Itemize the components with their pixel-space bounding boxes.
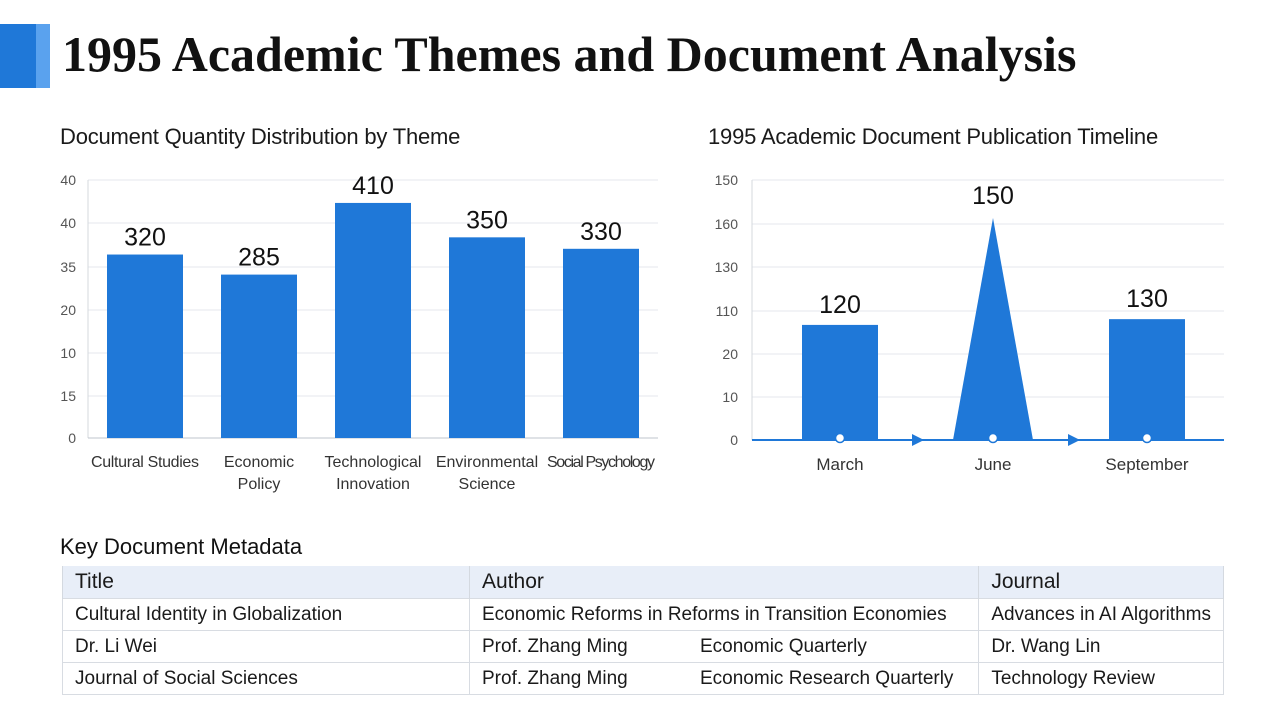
timeline-arrow-icon — [1068, 434, 1080, 446]
table-cell: Journal of Social Sciences — [63, 663, 470, 695]
table-row — [63, 599, 1224, 631]
table-row — [63, 631, 1224, 663]
timeline-x-tick-label: March — [816, 455, 864, 474]
timeline-y-tick-label: 20 — [722, 346, 738, 362]
timeline-x-tick-label: June — [974, 455, 1012, 474]
table-cell: Dr. Wang Lin — [979, 631, 1224, 663]
table-cell — [470, 663, 979, 695]
bar-x-tick-label: Technological — [324, 454, 422, 471]
table-cell: Cultural Identity in Globalization — [63, 599, 470, 631]
timeline-point — [1143, 434, 1152, 443]
bar — [335, 203, 411, 438]
metadata-table — [62, 566, 1224, 695]
bar-y-tick-label: 40 — [60, 215, 76, 231]
timeline-y-tick-label: 10 — [722, 389, 738, 405]
bar-x-tick-label: Social Psychology — [547, 454, 655, 471]
bar — [563, 249, 639, 438]
table-cell: Advances in AI Algorithms — [979, 599, 1224, 631]
table-cell — [470, 631, 979, 663]
bar — [449, 237, 525, 438]
timeline-y-tick-label: 0 — [730, 432, 738, 448]
timeline-y-tick-label: 130 — [714, 259, 738, 275]
timeline-y-tick-label: 160 — [714, 216, 738, 232]
bar-y-tick-label: 40 — [60, 172, 76, 188]
timeline-mark-march — [802, 325, 878, 440]
bar-y-tick-label: 10 — [60, 345, 76, 361]
bar-value-label: 410 — [352, 171, 394, 200]
header-journal: Journal — [979, 566, 1224, 599]
bar-chart-title: Document Quantity Distribution by Theme — [60, 124, 461, 149]
timeline-arrow-icon — [912, 434, 924, 446]
table-cell: Dr. Li Wei — [63, 631, 470, 663]
table-cell-part: Economic Reforms in Reforms in Transition Economies — [482, 603, 947, 625]
bar-value-label: 350 — [466, 206, 508, 235]
timeline-value-label: 120 — [819, 290, 861, 319]
header-author: Author — [470, 566, 979, 599]
bar-value-label: 285 — [238, 243, 280, 272]
table-cell-part: Economic Quarterly — [700, 635, 867, 657]
bar-y-tick-label: 20 — [60, 302, 76, 318]
bar — [221, 275, 297, 438]
bar-value-label: 330 — [580, 217, 622, 246]
header-title: Title — [63, 566, 470, 599]
timeline-point — [836, 434, 845, 443]
timeline-mark-september — [1109, 319, 1185, 440]
page-title: 1995 Academic Themes and Document Analysis — [62, 26, 1077, 82]
timeline-x-tick-label: September — [1105, 455, 1189, 474]
bar-x-tick-label: Economic — [223, 454, 295, 471]
bar-x-tick-label: Environmental — [435, 454, 539, 471]
table-row — [63, 663, 1224, 695]
bar — [107, 255, 183, 438]
bar-x-tick-label: Policy — [237, 476, 281, 493]
bar-value-label: 320 — [124, 223, 166, 252]
table-cell-part: Prof. Zhang Ming — [482, 667, 628, 689]
timeline-mark-june — [953, 218, 1033, 440]
timeline-y-tick-label: 150 — [714, 172, 738, 188]
table-cell: Technology Review — [979, 663, 1224, 695]
table-cell-part: Economic Research Quarterly — [700, 667, 954, 689]
metadata-section-title: Key Document Metadata — [60, 534, 303, 559]
bar-x-tick-label: Cultural Studies — [91, 454, 199, 471]
table-header-row — [63, 566, 1224, 599]
timeline-chart-title: 1995 Academic Document Publication Timeline — [708, 124, 1158, 149]
timeline-value-label: 150 — [972, 182, 1014, 210]
table-cell — [470, 599, 979, 631]
bar-x-tick-label: Innovation — [336, 476, 410, 493]
timeline-value-label: 130 — [1126, 285, 1168, 314]
timeline-y-tick-label: 110 — [715, 303, 738, 319]
table-cell-part: Prof. Zhang Ming — [482, 635, 628, 657]
timeline-point — [989, 434, 998, 443]
bar-y-tick-label: 0 — [68, 430, 76, 446]
bar-x-tick-label: Science — [458, 476, 516, 493]
bar-y-tick-label: 15 — [60, 388, 76, 404]
bar-y-tick-label: 35 — [60, 259, 76, 275]
